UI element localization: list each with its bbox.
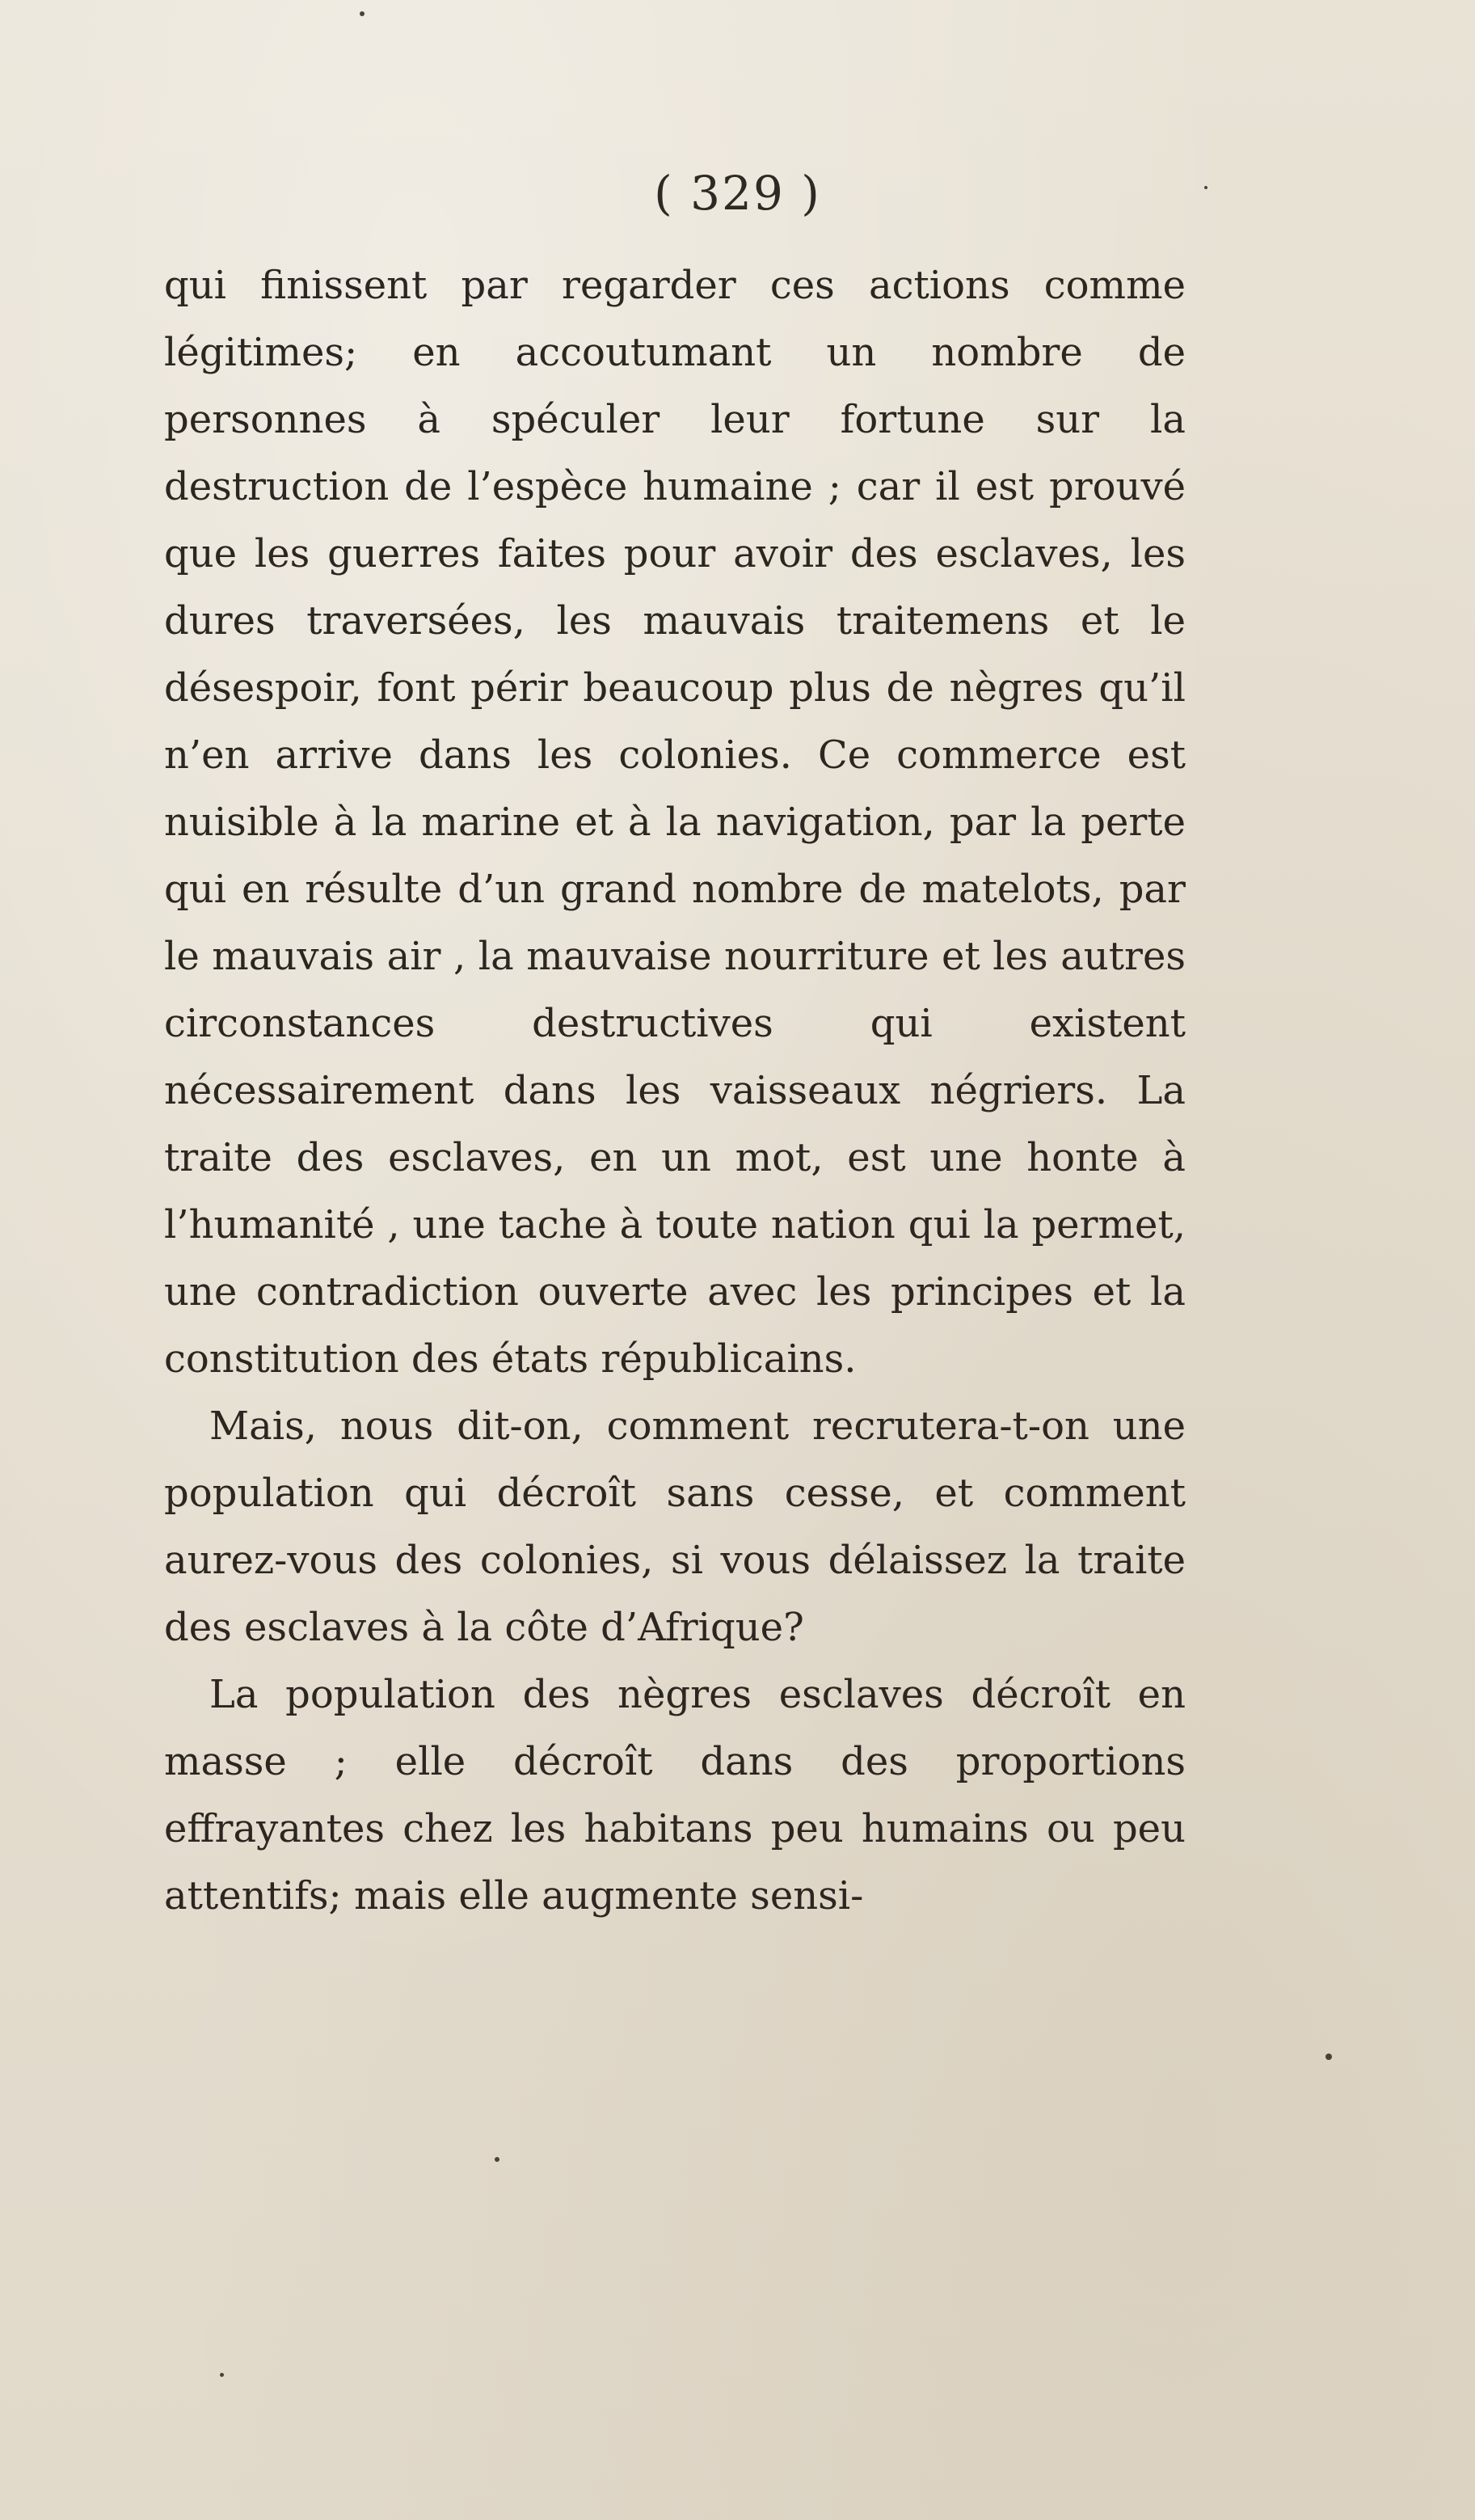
- paper-speck: [360, 11, 365, 16]
- paper-speck: [220, 2373, 224, 2377]
- body-text: [164, 252, 1186, 1930]
- paper-speck: [1325, 2054, 1332, 2060]
- paper-speck: [1204, 186, 1207, 189]
- paper-speck: [495, 2157, 499, 2162]
- paragraph-3: La population des nègres esclaves décroît en masse ; elle décroît dans des proportions effrayantes chez les habitans peu humains ou peu attentifs; mais elle augmente sensi-: [164, 1672, 1186, 1918]
- paragraph-2: Mais, nous dit-on, comment recrutera-t-on une population qui décroît sans cesse, et comment aurez-vous des colonies, si vous délaissez la traite des esclaves à la côte d’Afrique?: [164, 1404, 1186, 1650]
- page-number: ( 329 ): [654, 166, 821, 221]
- paragraph-1: qui finissent par regarder ces actions comme légitimes; en accoutumant un nombre de personnes à spéculer leur fortune sur la destruction de l’espèce humaine ; car il est prouvé que les guerres faites pour avoir des esclaves, les dures traversées, les mauvais traitemens et le désespoir, font périr beaucoup plus de nègres qu’il n’en arrive dans les colonies. Ce commerce est nuisible à la marine et à la navigation, par la perte qui en résulte d’un grand nombre de matelots, par le mauvais air , la mauvaise nourriture et les autres circonstances destructives qui existent nécessairement dans les vaisseaux négriers. La traite des esclaves, en un mot, est une honte à l’humanité , une tache à toute nation qui la permet, une contradiction ouverte avec les principes et la constitution des états républicains.: [164, 263, 1186, 1382]
